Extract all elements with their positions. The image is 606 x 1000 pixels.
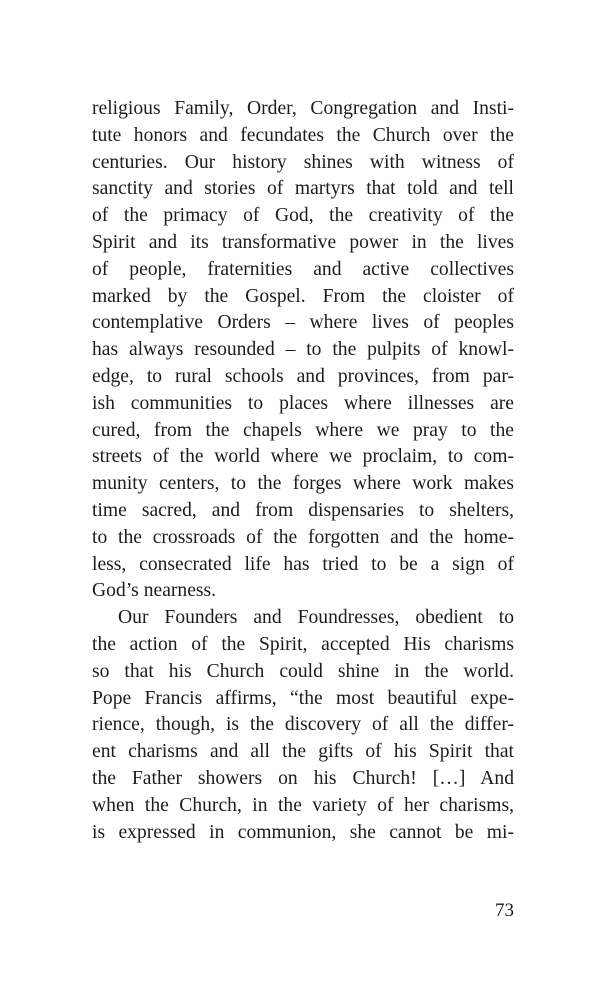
paragraph	[92, 605, 514, 846]
text-line: contemplative Orders – where lives of peoples	[92, 312, 514, 334]
text-line: sanctity and stories of martyrs that told and tell	[92, 178, 514, 200]
text-line: the Father showers on his Church! […] And	[92, 767, 514, 789]
text-line: edge, to rural schools and provinces, from par-	[92, 365, 514, 387]
page-body-text	[92, 96, 514, 846]
text-line: Pope Francis affirms, “the most beautiful expe-	[92, 687, 514, 709]
text-line: Our Founders and Foundresses, obedient to	[118, 607, 514, 629]
text-line: munity centers, to the forges where work makes	[92, 473, 514, 495]
text-line: Spirit and its transformative power in the lives	[92, 231, 514, 253]
text-line: religious Family, Order, Congregation and Insti-	[92, 98, 514, 119]
text-line: less, consecrated life has tried to be a sign of	[92, 553, 514, 575]
text-line: tute honors and fecundates the Church over the	[92, 124, 514, 146]
text-line: to the crossroads of the forgotten and the home-	[92, 526, 514, 548]
text-line: cured, from the chapels where we pray to the	[92, 419, 514, 441]
text-line: the action of the Spirit, accepted His charisms	[92, 633, 514, 655]
text-line: ish communities to places where illnesses are	[92, 392, 514, 414]
paragraph	[92, 96, 514, 605]
text-line: so that his Church could shine in the world.	[92, 660, 514, 682]
text-line: has always resounded – to the pulpits of knowl-	[92, 339, 514, 361]
text-line: ent charisms and all the gifts of his Spirit that	[92, 741, 514, 763]
text-line: is expressed in communion, she cannot be mi-	[92, 821, 514, 843]
text-line: centuries. Our history shines with witness of	[92, 151, 514, 173]
text-line: of people, fraternities and active collectives	[92, 258, 514, 280]
text-line: God’s nearness.	[92, 580, 217, 602]
page-number: 73	[495, 900, 514, 921]
text-line: rience, though, is the discovery of all the differ-	[92, 714, 514, 736]
text-line: time sacred, and from dispensaries to shelters,	[92, 499, 514, 521]
text-line: streets of the world where we proclaim, to com-	[92, 446, 514, 468]
text-line: marked by the Gospel. From the cloister of	[92, 285, 514, 307]
text-line: of the primacy of God, the creativity of the	[92, 205, 514, 227]
text-line: when the Church, in the variety of her charisms,	[92, 794, 514, 816]
